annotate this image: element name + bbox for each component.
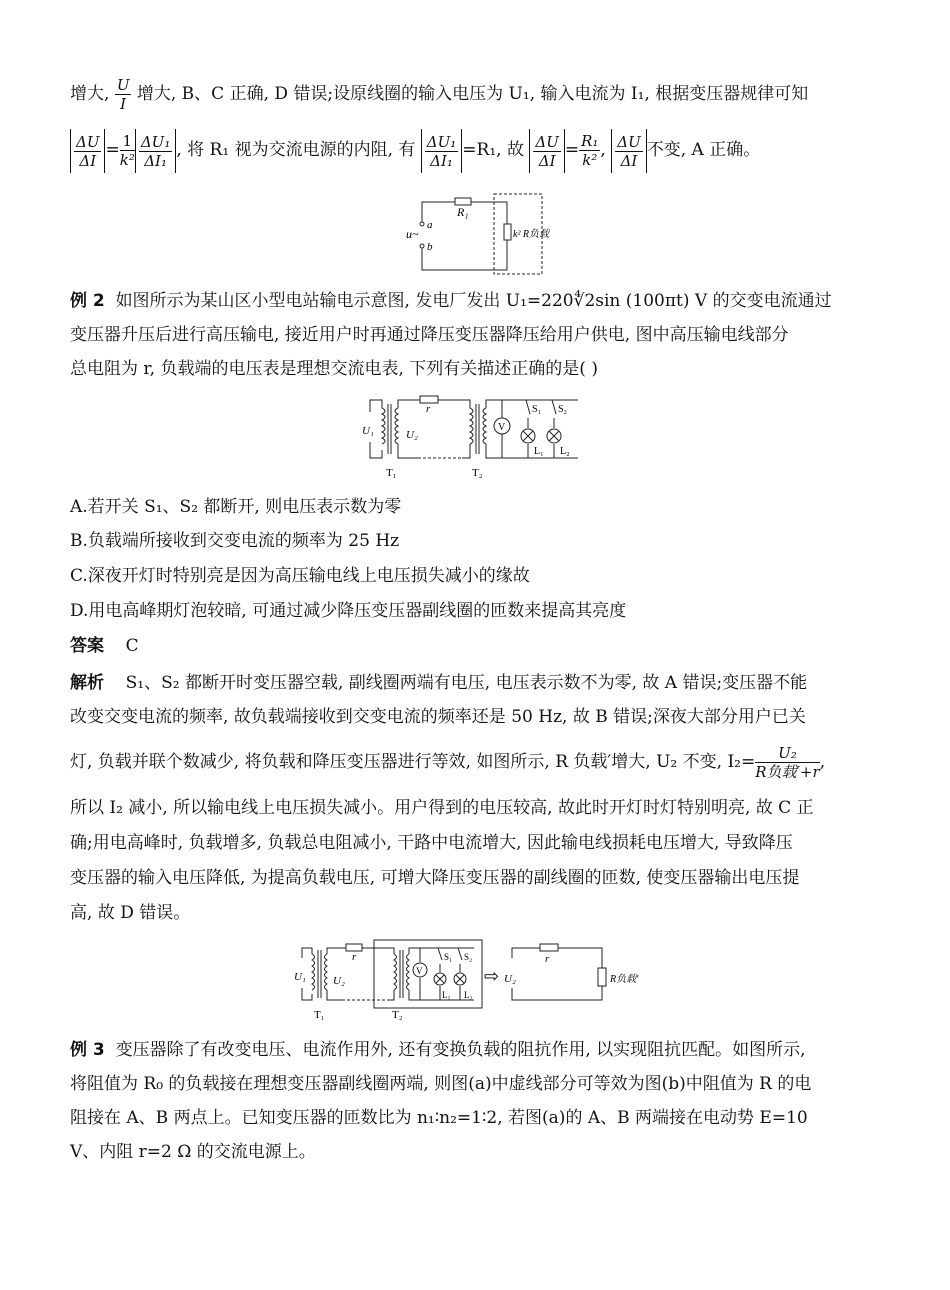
s1-label: S₁ (444, 952, 453, 962)
s2-label: S₂ (464, 952, 473, 962)
t1-label: T₁ (314, 1009, 325, 1021)
example-3-label: 例 3 (70, 1040, 105, 1060)
example-3-line-4: V、内阻 r=2 Ω 的交流电源上。 (70, 1142, 316, 1162)
answer-label: 答案 (70, 636, 104, 656)
fraction-u2-over-load: $\frac{\text{U₂}}{\text{R负载′+r}}$ (755, 744, 820, 781)
l2-label: L₂ (464, 990, 473, 1000)
equivalent-circuit-diagram (400, 190, 550, 280)
text-segment: 增大, (70, 84, 110, 104)
fraction-r1-over-k2: $\frac{\text{R₁}}{\text{k²}}$ (581, 132, 599, 169)
r-label: r (426, 403, 431, 415)
option-a: A.若开关 S₁、S₂ 都断开, 则电压表示数为零 (70, 497, 402, 517)
l2-label: L₂ (560, 446, 570, 457)
b-label: b (427, 241, 433, 253)
r1-label: R₁ (457, 205, 469, 219)
analysis-line-7: 高, 故 D 错误。 (70, 903, 191, 923)
abs-du-di-b: $\frac{\Delta U}{\Delta I}$ (529, 129, 564, 173)
voltmeter-label: V (498, 422, 506, 433)
u1-label: U₁ (294, 971, 306, 983)
fraction-1-over-k2: $\frac{1}{\text{k²}}$ (119, 132, 135, 169)
equivalence-arrow: ⇨ (484, 966, 500, 986)
abs-du1-di1-b: $\frac{\text{ΔU₁}}{\text{ΔI₁}}$ (421, 129, 463, 173)
example-2-line-2: 变压器升压后进行高压输电, 接近用户时再通过降压变压器降压给用户供电, 图中高压输电线部分 (70, 325, 789, 345)
r-equivalent-label: r (545, 953, 550, 965)
l1-label: L₁ (534, 446, 544, 457)
example-3-line-2: 将阻值为 R₀ 的负载接在理想变压器副线圈两端, 则图(a)中虚线部分可等效为图(b)中阻值为 R 的电 (70, 1074, 812, 1094)
abs-du-di: $\frac{\Delta U}{\Delta I}$ (70, 129, 105, 173)
analysis-line-2: 改变交变电流的频率, 故负载端接收到交变电流的频率还是 50 Hz, 故 B 错误;深夜大部分用户已关 (70, 707, 806, 727)
t2-label: T₂ (392, 1009, 403, 1021)
t2-label: T₂ (472, 467, 483, 479)
solution-line-1 (70, 76, 885, 113)
u2-label: U₂ (406, 429, 418, 441)
option-b: B.负载端所接收到交变电流的频率为 25 Hz (70, 531, 400, 551)
example-2-line-3: 总电阻为 r, 负载端的电压表是理想交流电表, 下列有关描述正确的是( ) (70, 359, 598, 379)
u2-label: U₂ (333, 975, 345, 987)
a-label: a (427, 219, 433, 231)
fraction-u-over-i: $\frac{U}{I}$ (116, 76, 130, 113)
option-c: C.深夜开灯时特别亮是因为高压输电线上电压损失减小的缘故 (70, 566, 530, 586)
analysis-line-1: 解析 S₁、S₂ 都断开时变压器空载, 副线圈两端有电压, 电压表示数不为零, 故 A 错误;变压器不能 (70, 673, 808, 693)
solution-line-2: $\frac{\Delta U}{\Delta I}$ = $\frac{1}{\text{k²}}$ $\frac{\text{ΔU₁}}{\text{ΔI₁}}$ , 将 R₁ 视为交流电源的内阻, 有 $\frac{\text{ΔU₁}}{\text{ΔI₁}}$ =R₁, 故 $\frac{\Delta U}{\Delta I}$ = $\frac{\text{R₁}}{\text{k²}}$ , $\frac{\Delta U}{\Delta I}$ 不变, A 正确。 (70, 128, 885, 173)
power-transmission-diagram (360, 392, 590, 482)
analysis-line-5: 确;用电高峰时, 负载增多, 负载总电阻减小, 干路中电流增大, 因此输电线损耗电压增大, 导致降压 (70, 833, 793, 853)
option-d: D.用电高峰期灯泡较暗, 可通过减少降压变压器副线圈的匝数来提高其亮度 (70, 601, 627, 621)
u1-label: U₁ (362, 425, 374, 437)
abs-du1-di1: $\frac{\text{ΔU₁}}{\text{ΔI₁}}$ (135, 129, 177, 173)
load-label: k² R负载 (513, 229, 550, 240)
load-equivalent-label: R负载′ (610, 974, 639, 985)
analysis-line-4: 所以 I₂ 减小, 所以输电线上电压损失减小。用户得到的电压较高, 故此时开灯时灯特别明亮, 故 C 正 (70, 798, 814, 818)
u2-equivalent-label: U₂ (504, 973, 516, 985)
l1-label: L₁ (442, 990, 451, 1000)
equivalent-load-diagram (292, 938, 652, 1026)
abs-du-di-c: $\frac{\Delta U}{\Delta I}$ (611, 129, 646, 173)
s2-label: S₂ (558, 404, 568, 415)
answer-value: C (125, 636, 139, 656)
text-segment: 如图所示为某山区小型电站输电示意图, 发电厂发出 U₁=220∜2sin (100πt) V 的交变电流通过 (115, 291, 832, 311)
text-segment: 增大, B、C 正确, D 错误;设原线圈的输入电压为 U₁, 输入电流为 I₁, 根据变压器规律可知 (136, 84, 809, 104)
analysis-label: 解析 (70, 673, 104, 693)
example-3-line-1: 例 3 变压器除了有改变电压、电流作用外, 还有变换负载的阻抗作用, 以实现阻抗匹配。如图所示, (70, 1040, 806, 1060)
u-source-label: u~ (406, 227, 419, 241)
voltmeter-label: V (416, 966, 423, 976)
example-2-label: 例 2 (70, 291, 105, 311)
analysis-line-3: 灯, 负载并联个数减少, 将负载和降压变压器进行等效, 如图所示, R 负载′增大, U₂ 不变, I₂= $\frac{\text{U₂}}{\text{R负载′+r}}$ , (70, 744, 826, 781)
t1-label: T₁ (386, 467, 397, 479)
example-3-line-3: 阻接在 A、B 两点上。已知变压器的匝数比为 n₁∶n₂=1∶2, 若图(a)的 A、B 两端接在电动势 E=10 (70, 1108, 808, 1128)
analysis-line-6: 变压器的输入电压降低, 为提高负载电压, 可增大降压变压器的副线圈的匝数, 使变压器输出电压提 (70, 868, 800, 888)
s1-label: S₁ (532, 404, 542, 415)
example-2-line-1 (70, 289, 885, 313)
r-label: r (352, 951, 357, 963)
answer-line (70, 634, 885, 658)
